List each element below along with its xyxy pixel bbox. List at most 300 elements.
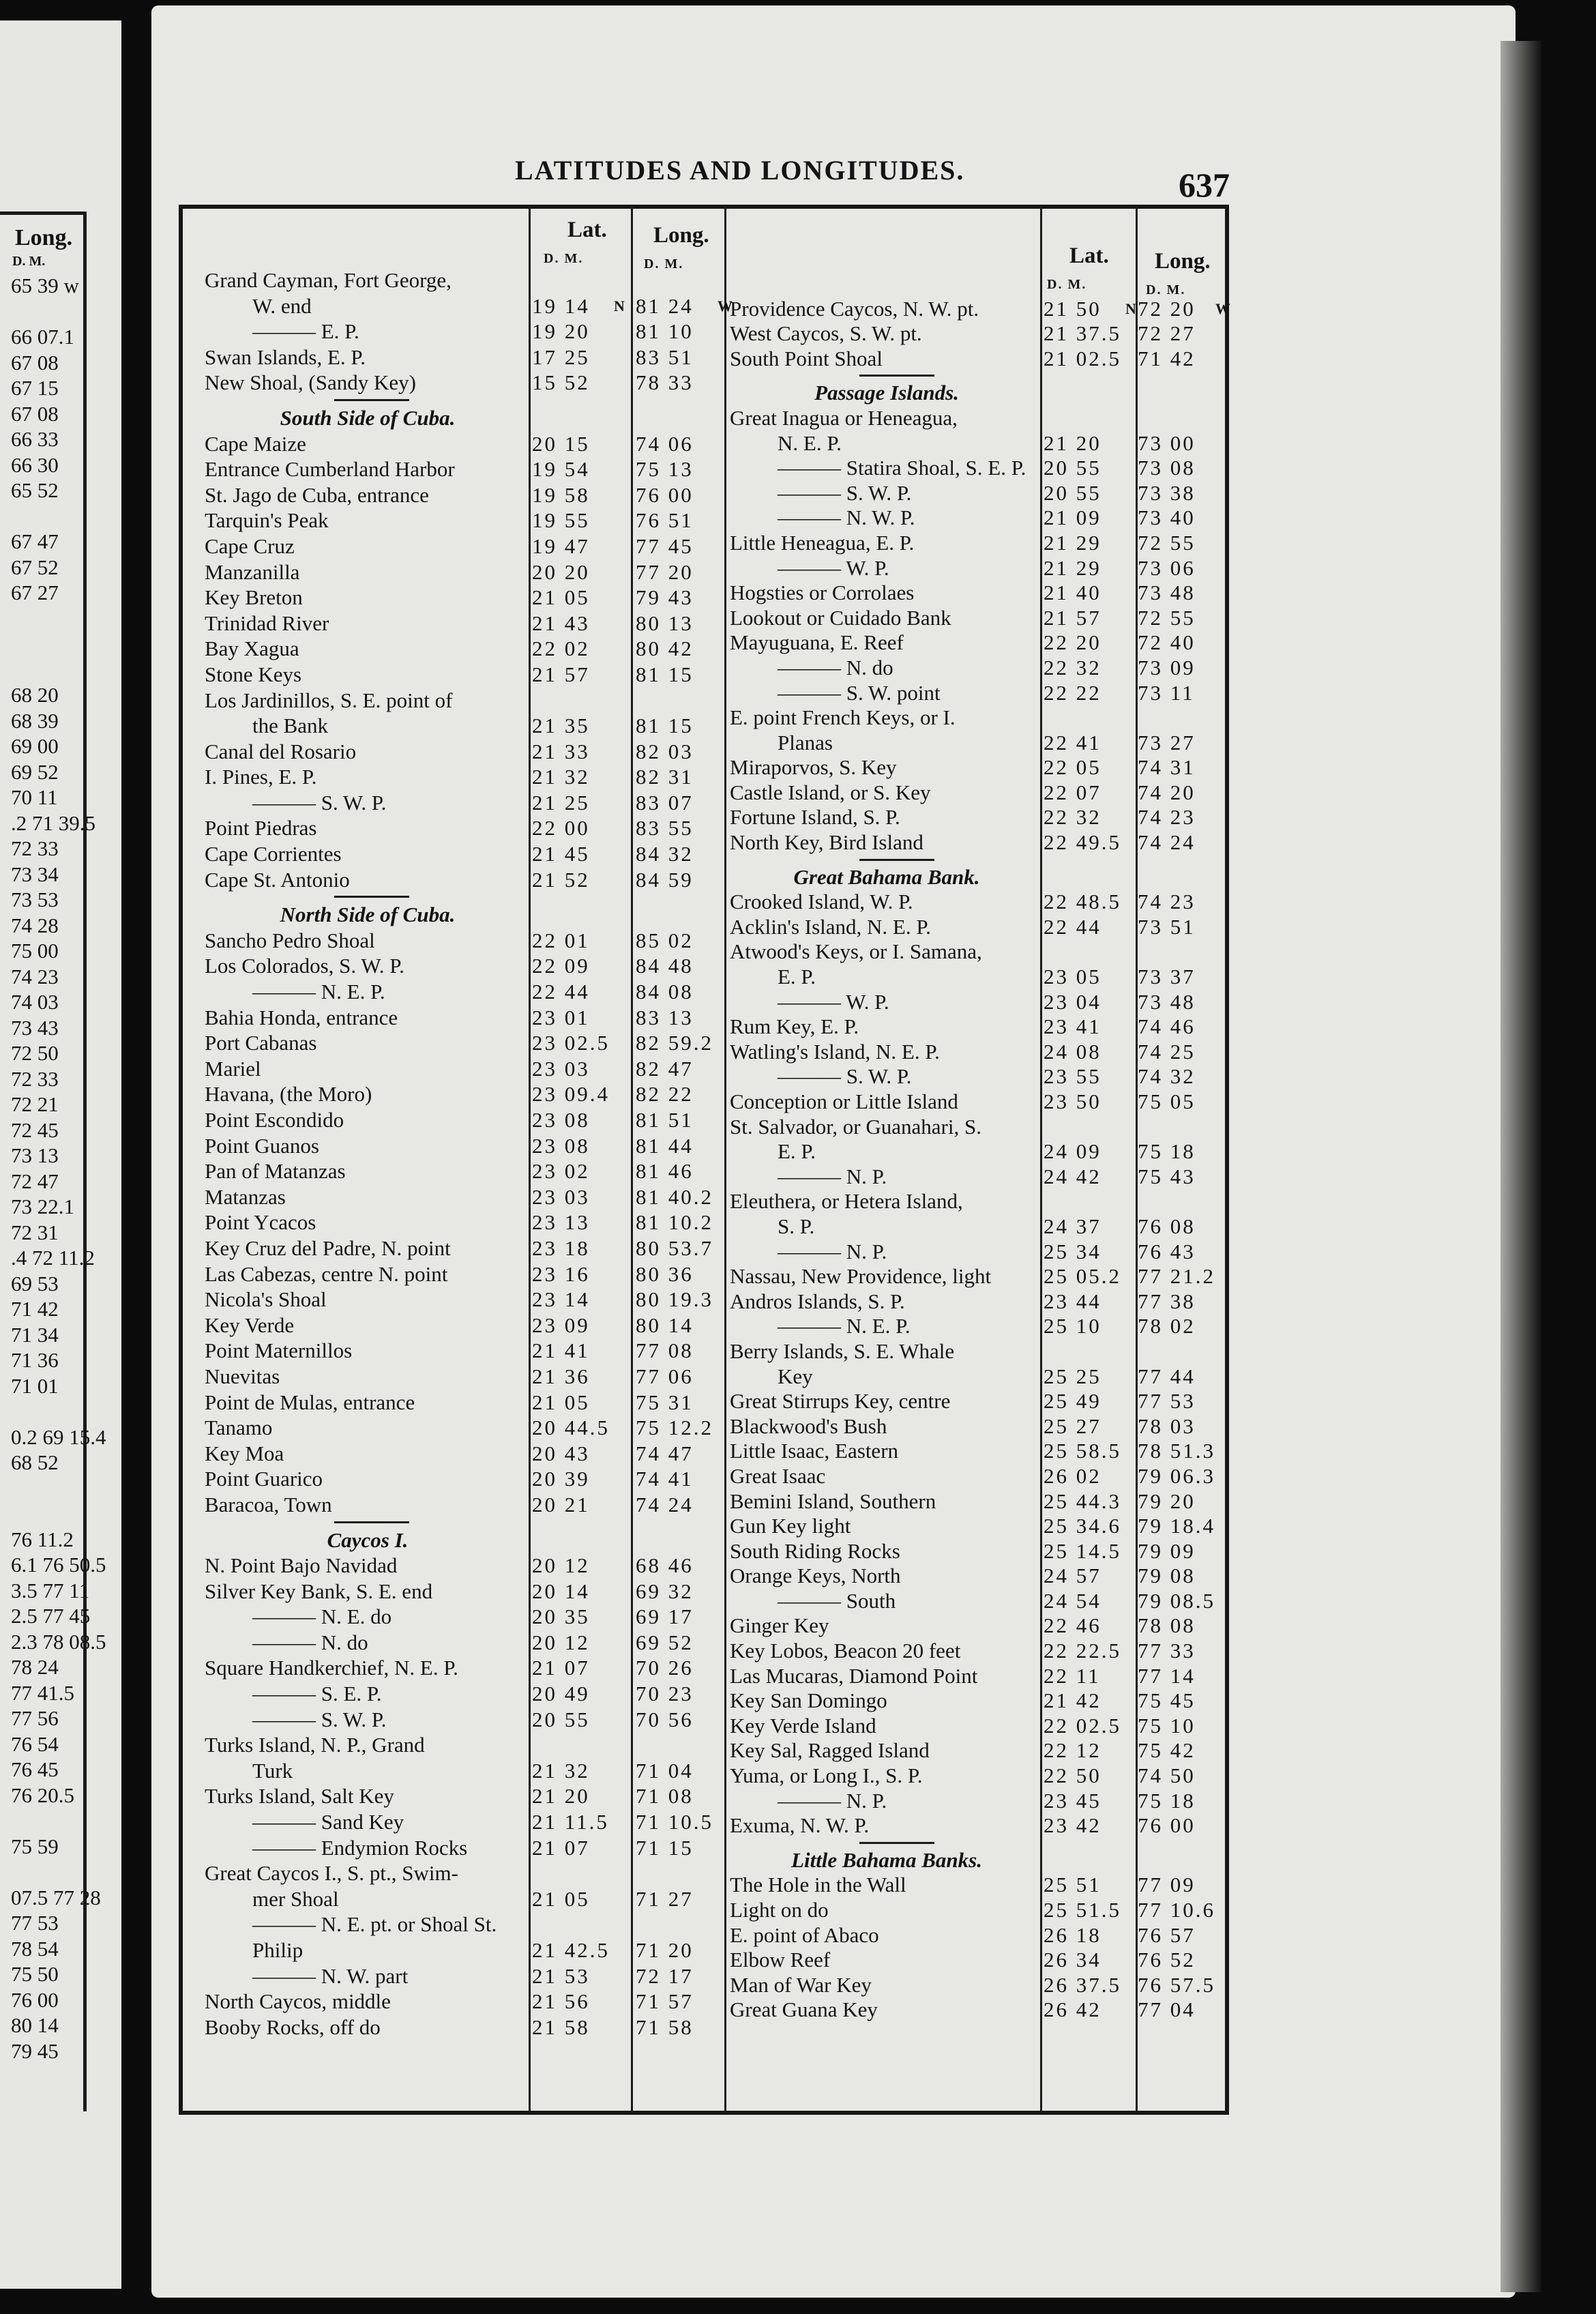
place-name: Point de Mulas, entrance [205, 1390, 415, 1414]
longitude-value: 73 08 [1138, 456, 1196, 480]
place-row [730, 506, 1228, 531]
place-name: Key Verde [205, 1313, 295, 1337]
place-row [730, 1289, 1228, 1315]
place-row [730, 1014, 1228, 1040]
place-row [730, 581, 1228, 606]
place-name: Nuevitas [205, 1364, 280, 1388]
longitude-value: 74 32 [1138, 1064, 1196, 1089]
place-row [730, 681, 1228, 706]
latitude-value: 21 52 [532, 867, 590, 892]
longitude-value: 77 21.2 [1138, 1264, 1215, 1289]
longitude-value: 76 51 [636, 508, 694, 533]
latitude-value: 24 09 [1044, 1139, 1102, 1164]
place-row [730, 556, 1228, 581]
place-name: ——— Statira Shoal, S. E. P. [778, 456, 1026, 480]
latitude-value: 21 41 [532, 1338, 590, 1363]
longitude-value: 84 48 [636, 954, 694, 978]
latitude-value: 25 51.5 [1044, 1898, 1121, 1922]
latitude-value: 22 20 [1044, 630, 1102, 655]
longitude-value: 73 37 [1138, 965, 1196, 989]
facing-page-long-value: 74 03 [11, 990, 59, 1014]
longitude-value: 80 14 [636, 1313, 694, 1337]
place-row [730, 1115, 1228, 1140]
latitude-value: 22 44 [1044, 914, 1102, 939]
place-row [730, 1139, 1228, 1165]
latitude-value: 25 34.6 [1044, 1514, 1121, 1538]
latitude-value: 23 08 [532, 1108, 590, 1132]
place-name: ——— S. W. P. [252, 1707, 387, 1731]
latitude-value: 23 55 [1044, 1064, 1102, 1089]
place-name: Lookout or Cuidado Bank [730, 605, 951, 630]
latitude-value: 22 46 [1044, 1613, 1102, 1638]
latitude-value: 24 08 [1044, 1039, 1102, 1064]
latitude-value: 20 55 [1044, 456, 1102, 480]
longitude-value: 72 55 [1138, 605, 1196, 630]
place-name: Little Isaac, Eastern [730, 1439, 899, 1463]
place-row [205, 1107, 723, 1133]
place-name: Yuma, or Long I., S. P. [730, 1763, 923, 1788]
place-row [205, 928, 723, 954]
latitude-value: 21 36 [532, 1364, 590, 1388]
place-name: ——— N. E. P. [252, 980, 385, 1004]
facing-page-long-value: 68 52 [11, 1450, 59, 1474]
longitude-value: 81 51 [636, 1108, 694, 1132]
longitude-value: 70 56 [636, 1707, 694, 1731]
facing-page-fragment [0, 20, 121, 2289]
latitude-value: 21 56 [532, 1989, 590, 2014]
place-name: Point Piedras [205, 816, 317, 840]
place-name: Grand Cayman, Fort George, [205, 268, 452, 292]
longitude-value: 81 24 [636, 293, 694, 318]
longitude-value: 69 52 [636, 1630, 694, 1654]
latitude-value: 23 42 [1044, 1813, 1102, 1838]
place-name: Las Mucaras, Diamond Point [730, 1663, 978, 1688]
latitude-value: 21 35 [532, 714, 590, 738]
place-row [205, 456, 723, 482]
longitude-value: 78 02 [1138, 1314, 1196, 1338]
longitude-value: 81 46 [636, 1159, 694, 1184]
section-divider-line [859, 375, 934, 377]
longitude-value: 77 10.6 [1138, 1898, 1215, 1922]
place-name: ——— S. E. P. [252, 1682, 382, 1706]
section-divider-line [334, 1521, 409, 1523]
longitude-value: 69 32 [636, 1579, 694, 1603]
longitude-value: 72 27 [1138, 321, 1196, 346]
place-row [205, 1886, 723, 1912]
latitude-value: 21 53 [532, 1963, 590, 1988]
place-row [730, 1314, 1228, 1339]
place-row [205, 293, 733, 319]
latitude-value: 21 07 [532, 1835, 590, 1860]
longitude-value: 71 04 [636, 1758, 694, 1783]
place-name: ——— N. P. [778, 1239, 887, 1263]
latitude-value: 21 57 [532, 662, 590, 686]
place-name: Great Isaac [730, 1463, 826, 1488]
section-heading-text: Little Bahama Banks. [791, 1847, 982, 1872]
place-row [730, 990, 1228, 1015]
longitude-value: 75 12.2 [636, 1416, 713, 1440]
place-row [730, 1923, 1228, 1948]
longitude-value: 76 43 [1138, 1239, 1196, 1263]
latitude-value: 24 57 [1044, 1564, 1102, 1588]
place-name: Cape Corrientes [205, 842, 342, 866]
longitude-value: 77 04 [1138, 1997, 1196, 2022]
facing-page-long-value: 71 36 [11, 1348, 59, 1372]
longitude-value: 74 25 [1138, 1039, 1196, 1064]
latitude-value: 21 09 [1044, 506, 1102, 530]
place-name: I. Pines, E. P. [205, 765, 317, 789]
facing-page-long-value: 78 54 [11, 1936, 59, 1961]
longitude-value: 74 23 [1138, 890, 1196, 914]
place-name: Turks Island, Salt Key [205, 1784, 394, 1808]
facing-page-long-value: 72 47 [11, 1169, 59, 1193]
place-row [205, 1158, 723, 1184]
place-row [730, 1789, 1228, 1814]
longitude-value: 84 08 [636, 980, 694, 1004]
place-row [730, 1539, 1228, 1564]
latitude-value: 19 14 [532, 293, 590, 318]
latitude-value: 22 32 [1044, 655, 1102, 679]
place-name: Square Handkerchief, N. E. P. [205, 1656, 458, 1680]
place-row [205, 662, 723, 688]
longitude-value: 74 24 [636, 1492, 694, 1517]
latitude-value: 26 34 [1044, 1948, 1102, 1972]
section-heading-text: North Side of Cuba. [280, 903, 456, 927]
facing-page-long-value [11, 631, 113, 657]
latitude-value: 20 15 [532, 431, 590, 456]
place-row [205, 559, 723, 585]
facing-page-long-value [11, 503, 113, 529]
latitude-value: 22 01 [532, 928, 590, 952]
place-row [730, 456, 1228, 481]
longitude-value: 74 50 [1138, 1763, 1196, 1788]
longitude-value: 79 08 [1138, 1564, 1196, 1588]
place-name: Great Guana Key [730, 1997, 878, 2022]
center-column-divider [724, 206, 726, 2113]
place-name: Great Stirrups Key, centre [730, 1389, 951, 1414]
place-name: Port Cabanas [205, 1031, 317, 1055]
facing-page-long-value: 69 52 [11, 759, 59, 784]
latitude-value: 20 39 [532, 1467, 590, 1491]
place-name: Watling's Island, N. E. P. [730, 1039, 940, 1064]
facing-page-long-value: 66 33 [11, 427, 59, 451]
longitude-value: 72 55 [1138, 530, 1196, 555]
place-row [205, 1937, 723, 1963]
place-row [205, 1681, 723, 1707]
latitude-value: 23 03 [532, 1056, 590, 1081]
longitude-value: 74 46 [1138, 1014, 1196, 1039]
place-name: St. Jago de Cuba, entrance [205, 482, 429, 507]
place-name: Key Breton [205, 585, 303, 610]
place-row [205, 1835, 723, 1861]
place-name: Turk [252, 1758, 293, 1783]
place-name: Swan Islands, E. P. [205, 345, 366, 369]
place-row [730, 1948, 1228, 1973]
longitude-value: 74 23 [1138, 805, 1196, 830]
section-divider-line [859, 859, 934, 861]
longitude-value: 74 31 [1138, 755, 1196, 780]
place-name: Philip [252, 1938, 304, 1962]
latitude-value: 21 20 [1044, 430, 1102, 455]
place-name: Havana, (the Moro) [205, 1082, 372, 1107]
place-name: Cape Cruz [205, 533, 295, 558]
latitude-value: 21 25 [532, 790, 590, 815]
place-row [205, 370, 723, 396]
longitude-value: 82 47 [636, 1056, 694, 1081]
longitude-value: 75 42 [1138, 1738, 1196, 1763]
place-name: Nassau, New Providence, light [730, 1264, 992, 1289]
col2-lat-dm: D. M. [1047, 277, 1087, 292]
col1-entries [205, 267, 733, 2040]
longitude-value: 73 51 [1138, 914, 1196, 939]
latitude-value: 24 37 [1044, 1214, 1102, 1238]
latitude-value: 22 50 [1044, 1763, 1102, 1788]
longitude-value: 75 18 [1138, 1788, 1196, 1813]
longitude-value: 77 08 [636, 1338, 694, 1363]
place-row [730, 1688, 1228, 1714]
latitude-value: 23 45 [1044, 1788, 1102, 1813]
place-row [205, 1655, 723, 1681]
place-row [205, 1390, 723, 1416]
place-row [730, 1489, 1228, 1514]
latitude-value: 23 09.4 [532, 1082, 610, 1107]
latitude-value: 25 51 [1044, 1873, 1102, 1897]
facing-page-long-value [11, 1501, 113, 1527]
place-name: N. E. P. [778, 430, 842, 455]
place-name: ——— South [778, 1588, 896, 1613]
latitude-value: 21 43 [532, 611, 590, 635]
facing-page-long-value: 76 20.5 [11, 1783, 74, 1807]
section-rule [730, 371, 1228, 381]
place-row [205, 1707, 723, 1733]
place-name: St. Salvador, or Guanahari, S. [730, 1114, 981, 1139]
place-name: Blackwood's Bush [730, 1414, 887, 1438]
place-row [205, 1860, 723, 1886]
longitude-direction: W [1215, 299, 1230, 317]
place-name: Entrance Cumberland Harbor [205, 457, 455, 482]
latitude-value: 20 35 [532, 1605, 590, 1629]
latitude-value: 21 57 [1044, 605, 1102, 630]
latitude-value: 25 10 [1044, 1314, 1102, 1338]
latitude-value: 25 44.3 [1044, 1489, 1121, 1513]
longitude-value: 71 57 [636, 1989, 694, 2014]
place-row [205, 841, 723, 867]
longitude-value: 69 17 [636, 1605, 694, 1629]
facing-page-long-value: 76 11.2 [11, 1527, 74, 1551]
place-row [205, 533, 723, 559]
latitude-value: 25 14.5 [1044, 1538, 1121, 1563]
facing-page-long-value: 77 56 [11, 1706, 59, 1730]
facing-page-long-value: 68 39 [11, 708, 59, 733]
longitude-value: 71 20 [636, 1938, 694, 1962]
col2-lat-header: Lat. [1069, 244, 1109, 268]
place-row [205, 1210, 723, 1235]
longitude-value: 82 22 [636, 1082, 694, 1107]
place-name: Man of War Key [730, 1972, 872, 1997]
place-row [730, 1813, 1228, 1839]
place-row [730, 1763, 1228, 1789]
longitude-value: 82 03 [636, 739, 694, 763]
longitude-value: 73 48 [1138, 581, 1196, 605]
place-name: ——— S. W. point [778, 680, 941, 705]
facing-page-long-value: 69 00 [11, 734, 59, 758]
facing-page-long-value: 76 00 [11, 1987, 59, 2012]
place-name: ——— N. P. [778, 1788, 887, 1813]
longitude-value: 76 57.5 [1138, 1972, 1215, 1997]
place-row [730, 1240, 1228, 1265]
facing-page-long-value: 80 14 [11, 2013, 59, 2037]
longitude-value: 78 03 [1138, 1414, 1196, 1438]
col1-long-dm: D. M. [644, 257, 684, 272]
place-row [205, 508, 723, 533]
facing-page-long-value: 6.1 76 50.5 [11, 1553, 106, 1577]
longitude-value: 71 27 [636, 1886, 694, 1911]
place-name: Gun Key light [730, 1514, 851, 1538]
longitude-value: 74 41 [636, 1467, 694, 1491]
place-name: Bahia Honda, entrance [205, 1005, 398, 1029]
latitude-value: 25 25 [1044, 1364, 1102, 1388]
place-row [730, 1664, 1228, 1689]
facing-page-long-value: 74 23 [11, 964, 59, 988]
latitude-value: 20 12 [532, 1630, 590, 1654]
place-row [730, 755, 1228, 780]
place-name: Turks Island, N. P., Grand [205, 1733, 425, 1757]
place-name: Planas [778, 730, 833, 755]
place-name: Pan of Matanzas [205, 1159, 346, 1184]
facing-page-long-value: 73 22.1 [11, 1195, 74, 1218]
section-heading [205, 902, 723, 928]
place-name: Orange Keys, North [730, 1564, 901, 1588]
longitude-value: 81 10 [636, 319, 694, 344]
latitude-value: 25 27 [1044, 1414, 1102, 1438]
latitude-value: 21 50 [1044, 296, 1102, 321]
place-name: E. point French Keys, or I. [730, 705, 956, 730]
place-row [730, 1414, 1228, 1439]
latitude-value: 21 02.5 [1044, 346, 1121, 370]
place-name: S. P. [778, 1214, 815, 1238]
longitude-value: 82 59.2 [636, 1031, 713, 1055]
place-name: Key San Domingo [730, 1688, 887, 1713]
place-row [730, 1873, 1228, 1898]
place-row [730, 1040, 1228, 1065]
latitude-value: 21 42 [1044, 1688, 1102, 1713]
latitude-value: 21 32 [532, 765, 590, 789]
longitude-value: 84 32 [636, 842, 694, 866]
place-row [205, 713, 723, 739]
latitude-value: 20 44.5 [532, 1416, 610, 1440]
place-row [205, 1809, 723, 1835]
facing-page-long-value [11, 657, 113, 683]
longitude-value: 80 42 [636, 636, 694, 661]
place-name: Matanzas [205, 1184, 286, 1209]
section-rule [730, 1839, 1228, 1848]
place-name: Key [778, 1364, 813, 1388]
place-row [730, 321, 1228, 347]
place-name: Point Maternillos [205, 1338, 353, 1363]
longitude-value: 71 15 [636, 1835, 694, 1860]
place-row [205, 611, 723, 636]
facing-page-long-value: 69 53 [11, 1271, 59, 1295]
place-row [730, 406, 1228, 431]
latitude-value: 23 08 [532, 1133, 590, 1158]
latitude-value: 20 14 [532, 1579, 590, 1603]
place-name: Cape St. Antonio [205, 867, 350, 892]
latitude-value: 19 55 [532, 508, 590, 533]
longitude-value: 83 13 [636, 1005, 694, 1029]
place-row [205, 1732, 723, 1758]
place-name: New Shoal, (Sandy Key) [205, 370, 416, 395]
place-name: ——— W. P. [778, 555, 889, 580]
facing-page-long-value: 72 33 [11, 836, 59, 860]
longitude-value: 73 48 [1138, 989, 1196, 1014]
longitude-value: 79 18.4 [1138, 1514, 1215, 1538]
place-name: Stone Keys [205, 662, 302, 686]
place-row [205, 1441, 723, 1467]
place-row [730, 805, 1228, 830]
place-row [205, 482, 723, 508]
longitude-value: 77 09 [1138, 1873, 1196, 1897]
place-name: Silver Key Bank, S. E. end [205, 1579, 433, 1603]
place-row [205, 1081, 723, 1107]
place-name: Acklin's Island, N. E. P. [730, 914, 931, 939]
place-row [730, 1714, 1228, 1739]
place-name: Eleuthera, or Hetera Island, [730, 1189, 963, 1214]
latitude-value: 19 54 [532, 457, 590, 482]
place-name: Cape Maize [205, 431, 306, 456]
facing-page-long-value: 71 34 [11, 1322, 59, 1347]
place-name: Las Cabezas, centre N. point [205, 1261, 448, 1286]
latitude-value: 21 07 [532, 1656, 590, 1680]
latitude-direction: N [1125, 299, 1136, 317]
longitude-value: 79 09 [1138, 1538, 1196, 1563]
place-row [730, 1514, 1228, 1539]
place-name: mer Shoal [252, 1886, 339, 1911]
section-rule [205, 892, 723, 902]
col2-long-header: Long. [1155, 249, 1211, 274]
longitude-value: 78 33 [636, 370, 694, 395]
section-heading [730, 865, 1228, 890]
longitude-value: 80 19.3 [636, 1287, 713, 1312]
place-name: Crooked Island, W. P. [730, 890, 913, 914]
longitude-value: 83 07 [636, 790, 694, 815]
longitude-value: 80 13 [636, 611, 694, 635]
latitude-value: 22 00 [532, 816, 590, 840]
facing-page-long-value: 73 43 [11, 1015, 59, 1040]
facing-page-long-value: 0.2 69 15.4 [11, 1424, 106, 1449]
place-name: Baracoa, Town [205, 1492, 332, 1517]
facing-page-long-value: 07.5 77 28 [11, 1885, 101, 1909]
place-row [730, 890, 1228, 915]
facing-page-long-value: 77 53 [11, 1911, 59, 1935]
place-name: ——— N. P. [778, 1164, 887, 1188]
longitude-value: 82 31 [636, 765, 694, 789]
section-rule [205, 396, 723, 405]
place-row [730, 297, 1228, 322]
longitude-value: 78 51.3 [1138, 1439, 1215, 1463]
longitude-value: 77 33 [1138, 1639, 1196, 1663]
place-name: W. end [252, 293, 312, 318]
place-name: South Riding Rocks [730, 1538, 900, 1563]
place-name: Great Caycos I., S. pt., Swim- [205, 1861, 458, 1886]
latitude-value: 23 44 [1044, 1289, 1102, 1313]
facing-page-long-value [11, 1808, 113, 1834]
latitude-value: 25 49 [1044, 1389, 1102, 1414]
facing-page-long-value: 67 08 [11, 401, 59, 426]
place-row [205, 1338, 723, 1364]
latitude-value: 19 47 [532, 533, 590, 558]
place-name: ——— S. W. P. [778, 480, 912, 505]
place-name: Key Cruz del Padre, N. point [205, 1235, 451, 1260]
